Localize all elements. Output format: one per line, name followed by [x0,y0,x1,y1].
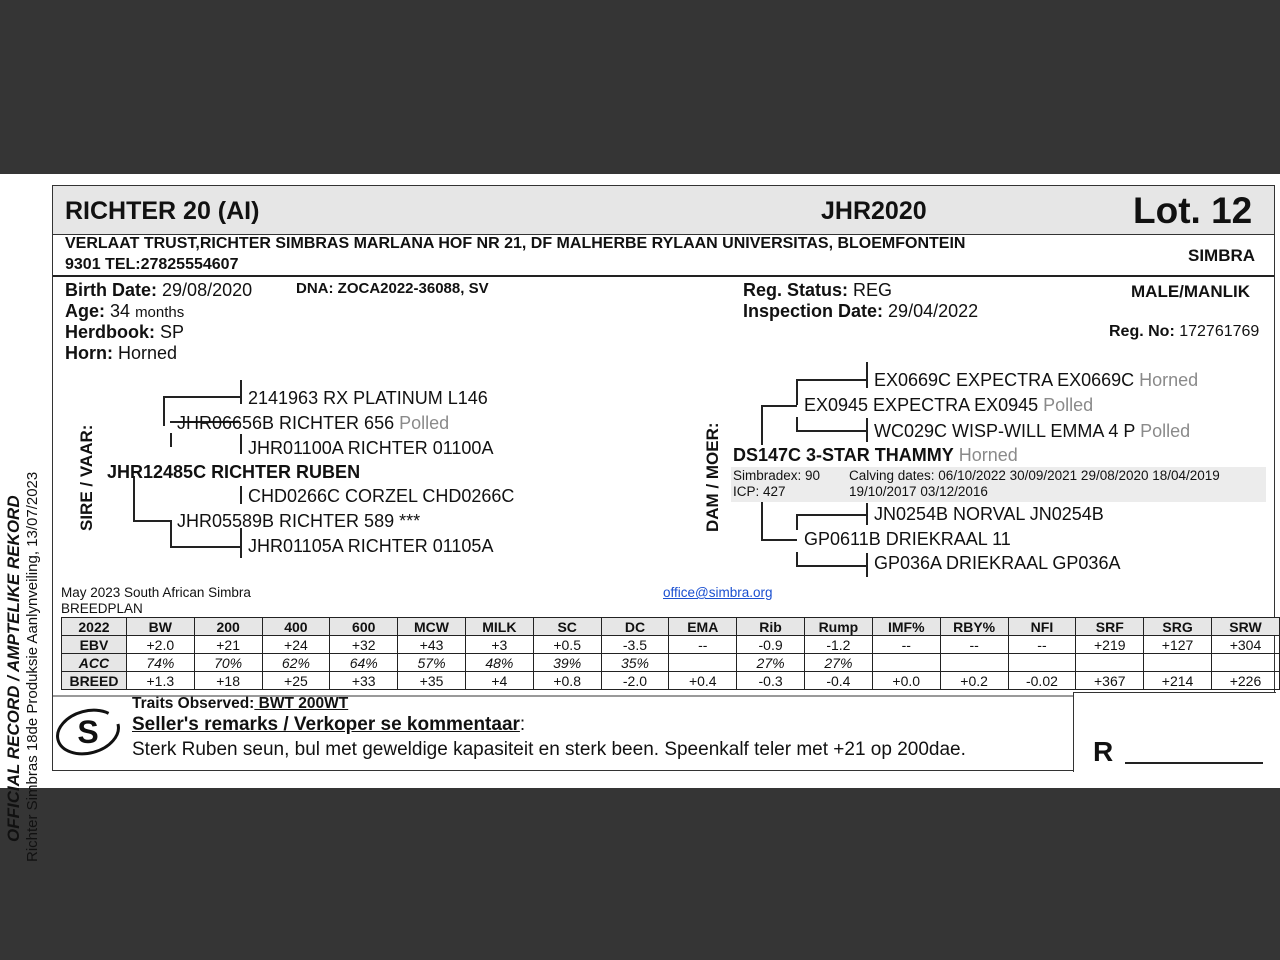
dam-sire-sire-horn: Horned [1139,370,1199,390]
ebv-cell: +219 [1076,636,1144,654]
ped-line [163,396,241,398]
breedplan-line-2: BREEDPLAN [61,601,143,616]
ebv-cell: +127 [1144,636,1212,654]
remarks-colon: : [519,714,526,735]
reg-status-label: Reg. Status: [743,280,849,300]
ebv-cell: 74% [126,654,194,672]
ebv-cell: +35 [398,672,466,690]
inspection-label: Inspection Date: [743,301,884,321]
logo-letter: S [77,714,99,750]
ebv-cell [940,654,1008,672]
ebv-cell: +32 [330,636,398,654]
ebv-cell [1211,654,1279,672]
ebv-cell [1144,654,1212,672]
ebv-cell: 70% [194,654,262,672]
ebv-header-dc: DC [601,618,669,636]
ebv-header-milk: MILK [465,618,533,636]
ebv-header-rib: Rib [737,618,805,636]
ped-line [796,379,867,381]
herdbook-label: Herdbook: [65,322,155,342]
dam-sire-sire-name: EX0669C EXPECTRA EX0669C [874,370,1135,390]
sire-sire-name: JHR06656B RICHTER 656 [177,413,395,433]
dam-sire-dam-horn: Polled [1140,421,1191,441]
ebv-cell: +18 [194,672,262,690]
dam-dam: GP0611B DRIEKRAAL 11 [804,529,1011,549]
traits-label: Traits Observed: [132,695,255,712]
ebv-header-400: 400 [262,618,330,636]
sire-label: SIRE / VAAR: [77,424,96,531]
ebv-cell: +25 [262,672,330,690]
birth-date [65,280,252,301]
remarks-text: Sterk Ruben seun, bul met geweldige kapasiteit en sterk been. Speenkalf teler met +21 op 200dae. [132,739,966,760]
ped-line [866,503,868,525]
sire-name: JHR12485C RICHTER RUBEN [107,462,361,482]
ebv-header-srw: SRW [1211,618,1279,636]
reg-number [1109,323,1259,341]
traits-observed [132,695,348,713]
ebv-cell: 27% [737,654,805,672]
breed-label: SIMBRA [1188,246,1256,265]
ebv-cell: +3 [465,636,533,654]
ebv-cell: +0.2 [940,672,1008,690]
ebv-header-ema: EMA [669,618,737,636]
ebv-cell: +214 [1144,672,1212,690]
ebv-cell: 39% [533,654,601,672]
ebv-cell: 35% [601,654,669,672]
herdbook [65,322,184,343]
ebv-cell: -1.2 [804,636,872,654]
ped-line [796,417,798,431]
ebv-header-rump: Rump [804,618,872,636]
ebv-header-2022: 2022 [62,618,127,636]
ped-line [133,520,171,522]
dam-name-horn: Horned [958,445,1018,465]
reg-status-value: REG [853,280,893,300]
r-label: R [1093,736,1114,767]
ebv-header-imf: IMF% [872,618,940,636]
ped-line [170,520,172,546]
owner-line-1: VERLAAT TRUST,RICHTER SIMBRAS MARLANA HOF NR 21, DF MALHERBE RYLAAN UNIVERSITAS, BLOEMFONTEIN [65,235,966,252]
ped-line [761,405,797,407]
official-record-label: OFFICIAL RECORD / AMPTELIKE REKORD [4,495,23,842]
owner-divider [53,275,1274,277]
ped-line [796,565,867,567]
simbra-logo-icon [55,707,121,757]
remarks-title-text: Seller's remarks / Verkoper se kommentaar [132,714,520,735]
ebv-table [61,617,1280,690]
remarks-title [132,714,525,736]
ebv-cell [1076,654,1144,672]
ebv-cell: -- [872,636,940,654]
ped-line [240,380,242,404]
ebv-cell: +24 [262,636,330,654]
sire-sire-dam: JHR01100A RICHTER 01100A [248,438,494,458]
ebv-cell: -- [940,636,1008,654]
ebv-cell: +0.5 [533,636,601,654]
ebv-cell: 62% [262,654,330,672]
ebv-cell: +21 [194,636,262,654]
ped-line [866,362,868,388]
ebv-cell: +0.8 [533,672,601,690]
ebv-cell: 57% [398,654,466,672]
ebv-cell: +43 [398,636,466,654]
ebv-cell: 48% [465,654,533,672]
horn-label: Horn: [65,343,113,363]
dna-info: DNA: ZOCA2022-36088, SV [296,280,489,297]
sire-dam-dam: JHR01105A RICHTER 01105A [248,536,494,556]
animal-id: JHR2020 [821,197,927,225]
lot-number: Lot. 12 [1133,190,1253,231]
ebv-cell: -3.5 [601,636,669,654]
reg-status [743,280,892,301]
ebv-cell: +304 [1211,636,1279,654]
simbra-logo [55,707,121,757]
ebv-cell: +33 [330,672,398,690]
horn-value: Horned [118,343,178,363]
ped-line [796,514,798,530]
ebv-header-nfi: NFI [1008,618,1076,636]
ped-line [761,539,797,541]
ebv-header-sc: SC [533,618,601,636]
birth-date-label: Birth Date: [65,280,158,300]
ebv-cell: -0.9 [737,636,805,654]
ebv-cell: +226 [1211,672,1279,690]
ebv-cell [872,654,940,672]
ebv-header-rby: RBY% [940,618,1008,636]
dam-sire-name: EX0945 EXPECTRA EX0945 [804,395,1039,415]
ebv-header-600: 600 [330,618,398,636]
ebv-cell: -- [669,636,737,654]
ebv-cell: +2.0 [126,636,194,654]
dam-name [733,445,1018,466]
dam-name-text: DS147C 3-STAR THAMMY [733,445,954,465]
age-unit: months [135,304,185,321]
herdbook-value: SP [160,322,185,342]
ped-line [170,546,240,548]
traits-value: BWT 200WT [254,695,349,712]
email-link[interactable]: office@simbra.org [663,585,773,600]
simbradex: Simbradex: 90 [733,468,821,483]
sire-dam-sire: CHD0266C CORZEL CHD0266C [248,486,515,506]
sex-label: MALE/MANLIK [1131,282,1250,301]
calving-dates-1: Calving dates: 06/10/2022 30/09/2021 29/08/2020 18/04/2019 [849,468,1220,483]
reg-no-value: 172761769 [1179,323,1260,340]
ebv-cell: 27% [804,654,872,672]
ped-line [796,430,867,432]
calving-dates-2: 19/10/2017 03/12/2016 [849,484,988,499]
ped-line [761,405,763,445]
ebv-cell: -2.0 [601,672,669,690]
sire-sire-sire: 2141963 RX PLATINUM L146 [248,388,488,408]
dam-dam-dam: GP036A DRIEKRAAL GP036A [874,553,1121,573]
ebv-header-bw: BW [126,618,194,636]
dam-sire-horn: Polled [1043,395,1094,415]
ebv-cell: +1.3 [126,672,194,690]
ped-line [796,552,798,566]
ebv-header-mcw: MCW [398,618,466,636]
animal-name: RICHTER 20 (AI) [65,197,260,225]
ebv-row-ebv [62,636,1280,654]
ped-line [796,379,798,405]
ped-line [866,553,868,577]
inspection-value: 29/04/2022 [888,301,979,321]
sheet [0,174,1280,862]
sire-sire [177,413,449,434]
ebv-cell: -- [1008,636,1076,654]
auction-label: Richter Simbras 18de Produksie Aanlynveiling, 13/07/2023 [24,471,41,862]
age [65,301,184,322]
ped-line [796,514,867,516]
ped-line [866,418,868,442]
inspection-date [743,301,978,322]
reg-no-label: Reg. No: [1109,323,1175,340]
age-value: 34 [110,301,131,321]
ped-line [163,396,165,426]
ebv-row-label: BREED [62,672,127,690]
ebv-cell: +367 [1076,672,1144,690]
ebv-header-200: 200 [194,618,262,636]
ped-line [240,434,242,454]
ebv-row-acc [62,654,1280,672]
ebv-cell: +0.4 [669,672,737,690]
sire-sire-horn: Polled [399,413,450,433]
ebv-row-breed [62,672,1280,690]
dam-sire-dam [874,421,1190,442]
ebv-cell: +4 [465,672,533,690]
ebv-cell [669,654,737,672]
age-label: Age: [65,301,105,321]
dam-label: DAM / MOER: [703,422,722,532]
ebv-cell: +0.0 [872,672,940,690]
horn [65,343,177,364]
ebv-cell: -0.3 [737,672,805,690]
birth-date-value: 29/08/2020 [162,280,253,300]
dam-sire-dam-name: WC029C WISP-WILL EMMA 4 P [874,421,1136,441]
ebv-header-srf: SRF [1076,618,1144,636]
dam-dam-sire: JN0254B NORVAL JN0254B [874,504,1104,524]
owner-line-2: 9301 TEL:27825554607 [65,256,239,273]
ebv-cell [1008,654,1076,672]
dam-sire-sire [874,370,1198,391]
sire-dam: JHR05589B RICHTER 589 *** [177,511,421,531]
r-signature-line [1125,762,1263,764]
ped-line [240,486,242,504]
ebv-row-label: EBV [62,636,127,654]
ebv-cell: -0.02 [1008,672,1076,690]
ebv-header-row [62,618,1280,636]
ebv-row-label: ACC [62,654,127,672]
ebv-cell: 64% [330,654,398,672]
ped-line [240,528,242,558]
ebv-cell: -0.4 [804,672,872,690]
ped-line [170,433,172,447]
dam-sire [804,395,1093,416]
breedplan-line-1: May 2023 South African Simbra [61,585,251,600]
ebv-header-srg: SRG [1144,618,1212,636]
icp: ICP: 427 [733,484,786,499]
